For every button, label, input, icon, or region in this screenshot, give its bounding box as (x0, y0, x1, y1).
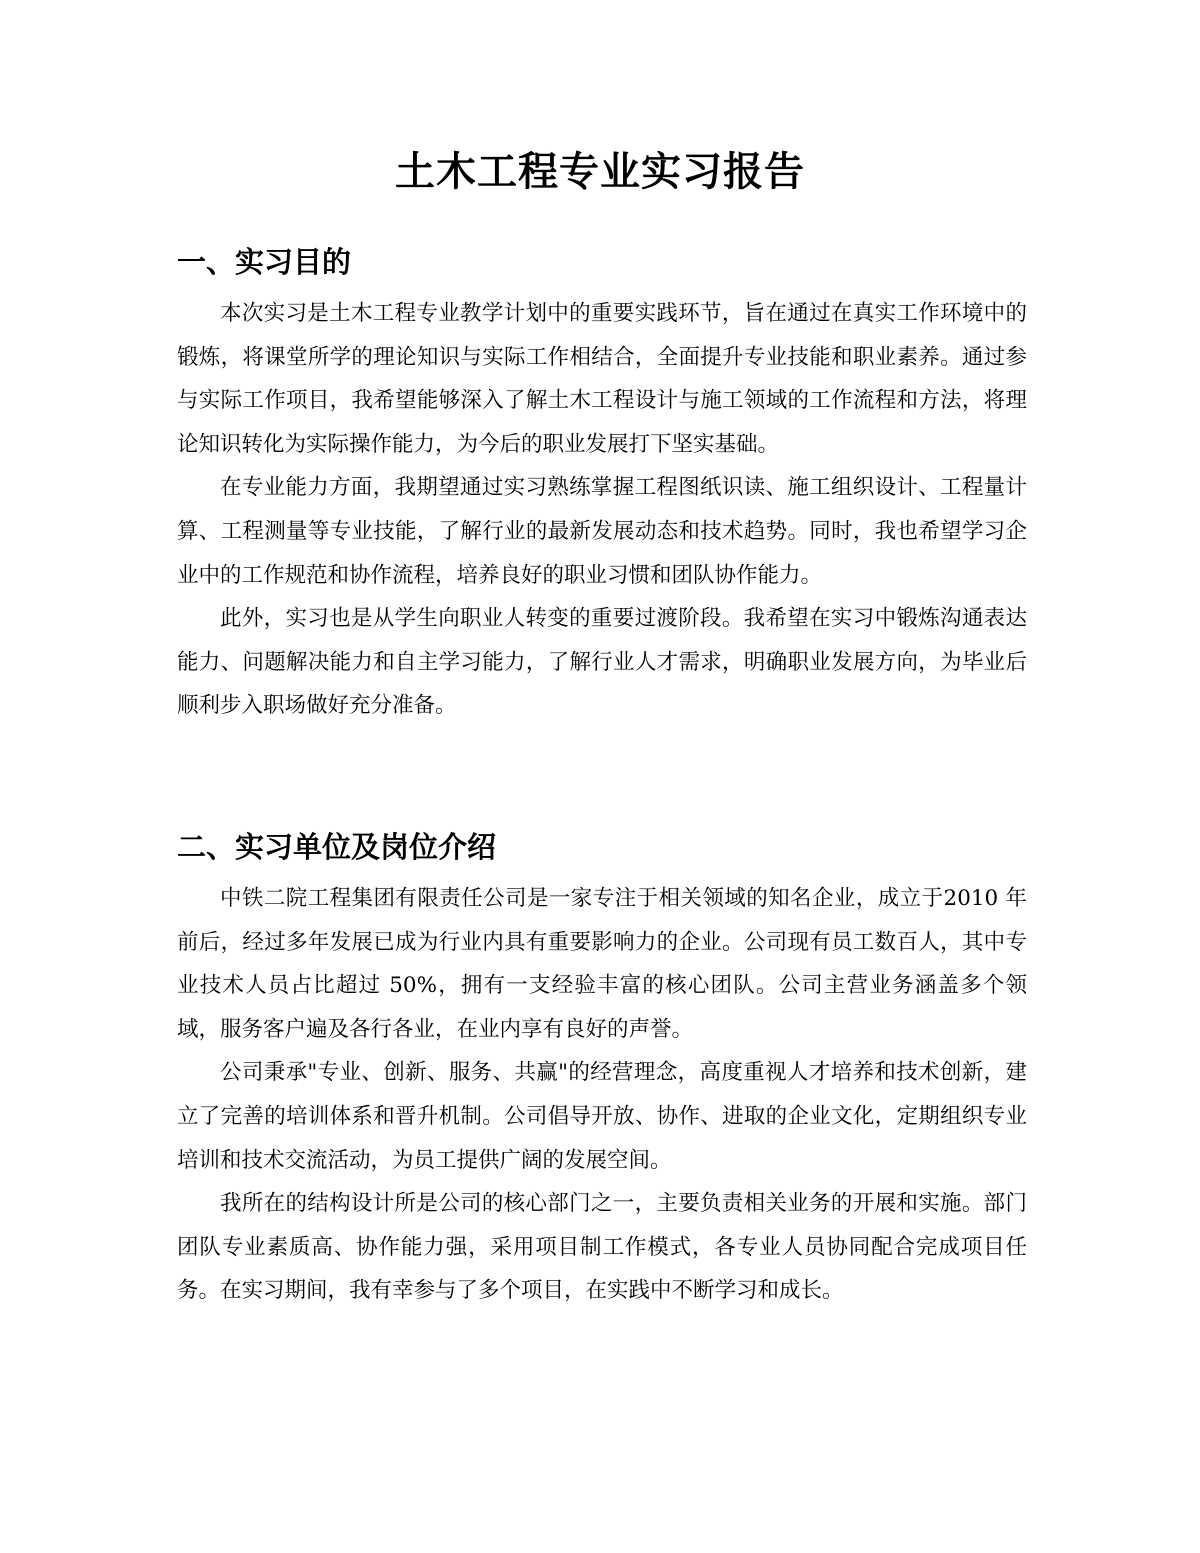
section-heading-company: 二、实习单位及岗位介绍 (177, 830, 497, 864)
paragraph: 公司秉承"专业、创新、服务、共赢"的经营理念，高度重视人才培养和技术创新，建立了完善的培训体系和晋升机制。公司倡导开放、协作、进取的企业文化，定期组织专业培训和技术交流活动，为员工提供广阔的发展空间。 (177, 1060, 1027, 1173)
paragraph: 在专业能力方面，我期望通过实习熟练掌握工程图纸识读、施工组织设计、工程量计算、工程测量等专业技能，了解行业的最新发展动态和技术趋势。同时，我也希望学习企业中的工作规范和协作流程，培养良好的职业习惯和团队协作能力。 (177, 475, 1027, 588)
paragraph: 中铁二院工程集团有限责任公司是一家专注于相关领域的知名企业，成立于2010 年前后，经过多年发展已成为行业内具有重要影响力的企业。公司现有员工数百人，其中专业技术人员占比超过 50%，拥有一支经验丰富的核心团队。公司主营业务涵盖多个领域，服务客户遍及各行各业，在业内享有良好的声誉。 (177, 886, 1027, 1042)
paragraph: 此外，实习也是从学生向职业人转变的重要过渡阶段。我希望在实习中锻炼沟通表达能力、问题解决能力和自主学习能力，了解行业人才需求，明确职业发展方向，为毕业后顺利步入职场做好充分准备。 (177, 606, 1027, 719)
section-body-company (177, 877, 1027, 1313)
paragraph: 我所在的结构设计所是公司的核心部门之一，主要负责相关业务的开展和实施。部门团队专业素质高、协作能力强，采用项目制工作模式，各专业人员协同配合完成项目任务。在实习期间，我有幸参与了多个项目，在实践中不断学习和成长。 (177, 1191, 1027, 1304)
section-heading-purpose: 一、实习目的 (177, 245, 352, 279)
paragraph: 本次实习是土木工程专业教学计划中的重要实践环节，旨在通过在真实工作环境中的锻炼，将课堂所学的理论知识与实际工作相结合，全面提升专业技能和职业素养。通过参与实际工作项目，我希望能够深入了解土木工程设计与施工领域的工作流程和方法，将理论知识转化为实际操作能力，为今后的职业发展打下坚实基础。 (177, 301, 1027, 457)
document-title: 土木工程专业实习报告 (395, 149, 805, 195)
section-body-purpose (177, 292, 1027, 728)
